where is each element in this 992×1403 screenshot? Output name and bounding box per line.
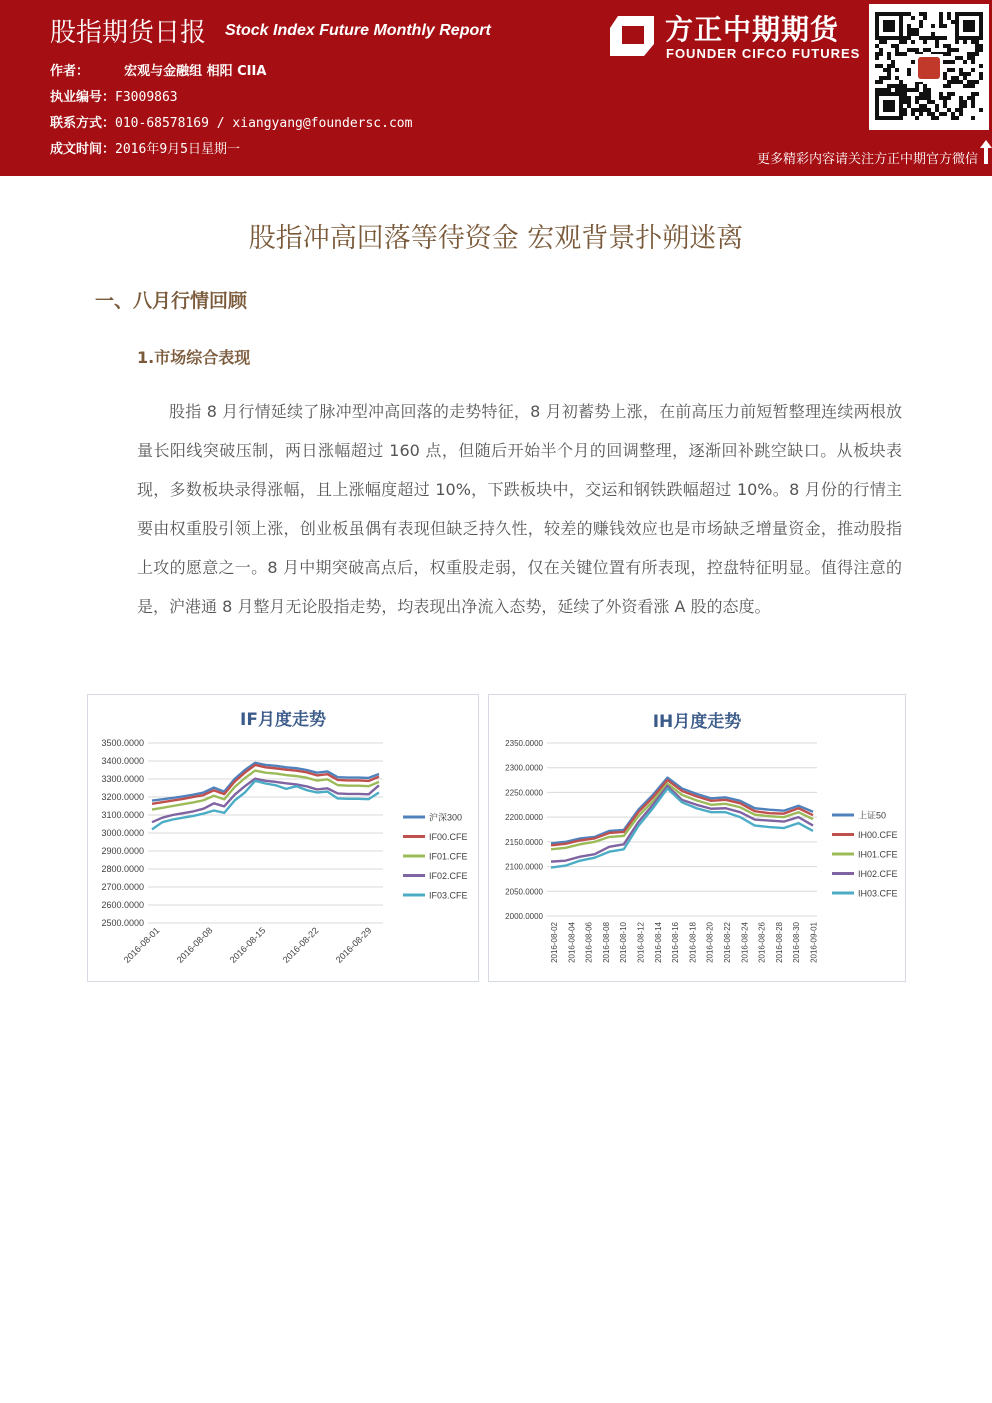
series-line — [551, 786, 813, 862]
x-tick-label: 2016-08-10 — [619, 922, 629, 963]
author-label: 作者： — [50, 64, 90, 79]
y-tick-label: 2150.0000 — [505, 837, 543, 847]
ih-chart-svg — [489, 695, 905, 981]
x-tick-label: 2016-08-22 — [723, 922, 732, 963]
y-tick-label: 2250.0000 — [505, 788, 543, 798]
date-line — [50, 138, 240, 157]
brand-name-en: FOUNDER CIFCO FUTURES — [666, 46, 861, 61]
x-tick-label: 2016-08-30 — [792, 922, 802, 963]
legend-label: IF02.CFE — [429, 871, 468, 881]
y-tick-label: 3000.0000 — [101, 828, 144, 838]
x-tick-label: 2016-08-15 — [227, 925, 268, 965]
report-header — [0, 0, 992, 176]
y-tick-label: 2200.0000 — [505, 813, 543, 823]
legend-label: IH00.CFE — [858, 830, 898, 840]
if-chart-svg — [88, 695, 478, 981]
legend-label: IF01.CFE — [429, 851, 468, 862]
section-title: 一、八月行情回顾 — [95, 290, 248, 312]
y-tick-label: 2350.0000 — [505, 739, 543, 748]
license-label: 执业编号： — [50, 90, 116, 105]
legend-label: IH01.CFE — [858, 849, 898, 860]
contact-label: 联系方式： — [50, 116, 116, 131]
legend-label: IH02.CFE — [858, 869, 898, 879]
x-tick-label: 2016-08-04 — [567, 922, 577, 963]
report-title-en: Stock Index Future Monthly Report — [225, 22, 491, 39]
x-tick-label: 2016-08-08 — [601, 922, 611, 963]
y-tick-label: 3500.0000 — [101, 738, 144, 748]
subsection-title: 1.市场综合表现 — [137, 348, 251, 367]
wechat-qr-code-icon[interactable] — [869, 4, 989, 130]
x-tick-label: 2016-08-12 — [636, 922, 646, 963]
x-tick-label: 2016-08-01 — [121, 925, 162, 965]
x-tick-label: 2016-08-20 — [705, 922, 715, 963]
y-tick-label: 2700.0000 — [101, 882, 144, 892]
y-tick-label: 3100.0000 — [101, 810, 144, 820]
founder-logo-icon — [608, 14, 656, 58]
article-title: 股指冲高回落等待资金 宏观背景扑朔迷离 — [248, 223, 744, 254]
x-tick-label: 2016-09-01 — [809, 922, 819, 963]
y-tick-label: 2600.0000 — [101, 900, 144, 910]
x-tick-label: 2016-08-08 — [174, 925, 215, 965]
legend-label: 上证50 — [858, 810, 887, 821]
series-line — [152, 781, 379, 830]
y-tick-label: 2800.0000 — [101, 864, 144, 874]
y-tick-label: 2000.0000 — [505, 912, 543, 921]
legend-label: IF00.CFE — [429, 832, 468, 842]
y-tick-label: 2100.0000 — [505, 862, 543, 872]
contact-value: 010-68578169 / xiangyang@foundersc.com — [115, 116, 413, 131]
x-tick-label: 2016-08-24 — [740, 922, 750, 963]
ih-chart-panel — [488, 694, 906, 982]
date-label: 成文时间： — [50, 142, 116, 157]
x-tick-label: 2016-08-22 — [280, 925, 321, 965]
series-line — [551, 778, 813, 844]
follow-wechat-text: 更多精彩内容请关注方正中期官方微信 — [756, 152, 978, 167]
y-tick-label: 2500.0000 — [101, 918, 144, 928]
legend-label: 沪深300 — [429, 812, 463, 823]
x-tick-label: 2016-08-16 — [671, 922, 681, 963]
if-chart-title: IF月度走势 — [240, 710, 326, 730]
x-tick-label: 2016-08-29 — [333, 925, 374, 965]
brand-name-cn: 方正中期期货 — [665, 13, 840, 46]
if-chart-panel — [87, 694, 479, 982]
y-tick-label: 3300.0000 — [101, 774, 144, 784]
license-value: F3009863 — [115, 90, 178, 105]
y-tick-label: 2900.0000 — [101, 846, 144, 856]
series-line — [551, 780, 813, 845]
date-value: 2016年9月5日星期一 — [115, 142, 240, 157]
x-tick-label: 2016-08-28 — [774, 922, 784, 963]
y-tick-label: 2300.0000 — [505, 763, 543, 773]
report-title-cn: 股指期货日报 — [50, 18, 207, 48]
y-tick-label: 2050.0000 — [505, 887, 543, 897]
x-tick-label: 2016-08-06 — [584, 922, 594, 963]
x-tick-label: 2016-08-14 — [653, 922, 663, 963]
x-tick-label: 2016-08-26 — [757, 922, 767, 963]
license-line — [50, 86, 178, 105]
x-tick-label: 2016-08-02 — [550, 922, 559, 963]
x-tick-label: 2016-08-18 — [688, 922, 698, 963]
legend-label: IF03.CFE — [429, 890, 468, 901]
y-tick-label: 3200.0000 — [101, 792, 144, 802]
author-value: 宏观与金融组 相阳 CIIA — [124, 64, 267, 79]
y-tick-label: 3400.0000 — [101, 756, 144, 766]
body-paragraph: 股指 8 月行情延续了脉冲型冲高回落的走势特征，8 月初蓄势上涨，在前高压力前短暂整理连续两根放量长阳线突破压制，两日涨幅超过 160 点，但随后开始半个月的回调整理，逐渐回补跳空缺口。从板块表现，多数板块录得涨幅，且上涨幅度超过 10%，下跌板块中，交运和钢铁跌幅超过 10%。8 月份的行情主要由权重股引领上涨，创业板虽偶有表现但缺乏持久性，较差的赚钱效应也是市场缺乏增量资金，推动股指上攻的愿意之一。8 月中期突破高点后，权重股走弱，仅在关键位置有所表现，控盘特征明显。值得注意的是，沪港通 8 月整月无论股指走势，均表现出净流入态势，延续了外资看涨 A 股的态度。 — [137, 402, 902, 616]
legend-label: IH03.CFE — [858, 888, 898, 899]
contact-line — [50, 112, 412, 131]
up-arrow-icon — [980, 140, 992, 164]
ih-chart-title: IH月度走势 — [652, 712, 742, 732]
author-line — [50, 60, 266, 79]
